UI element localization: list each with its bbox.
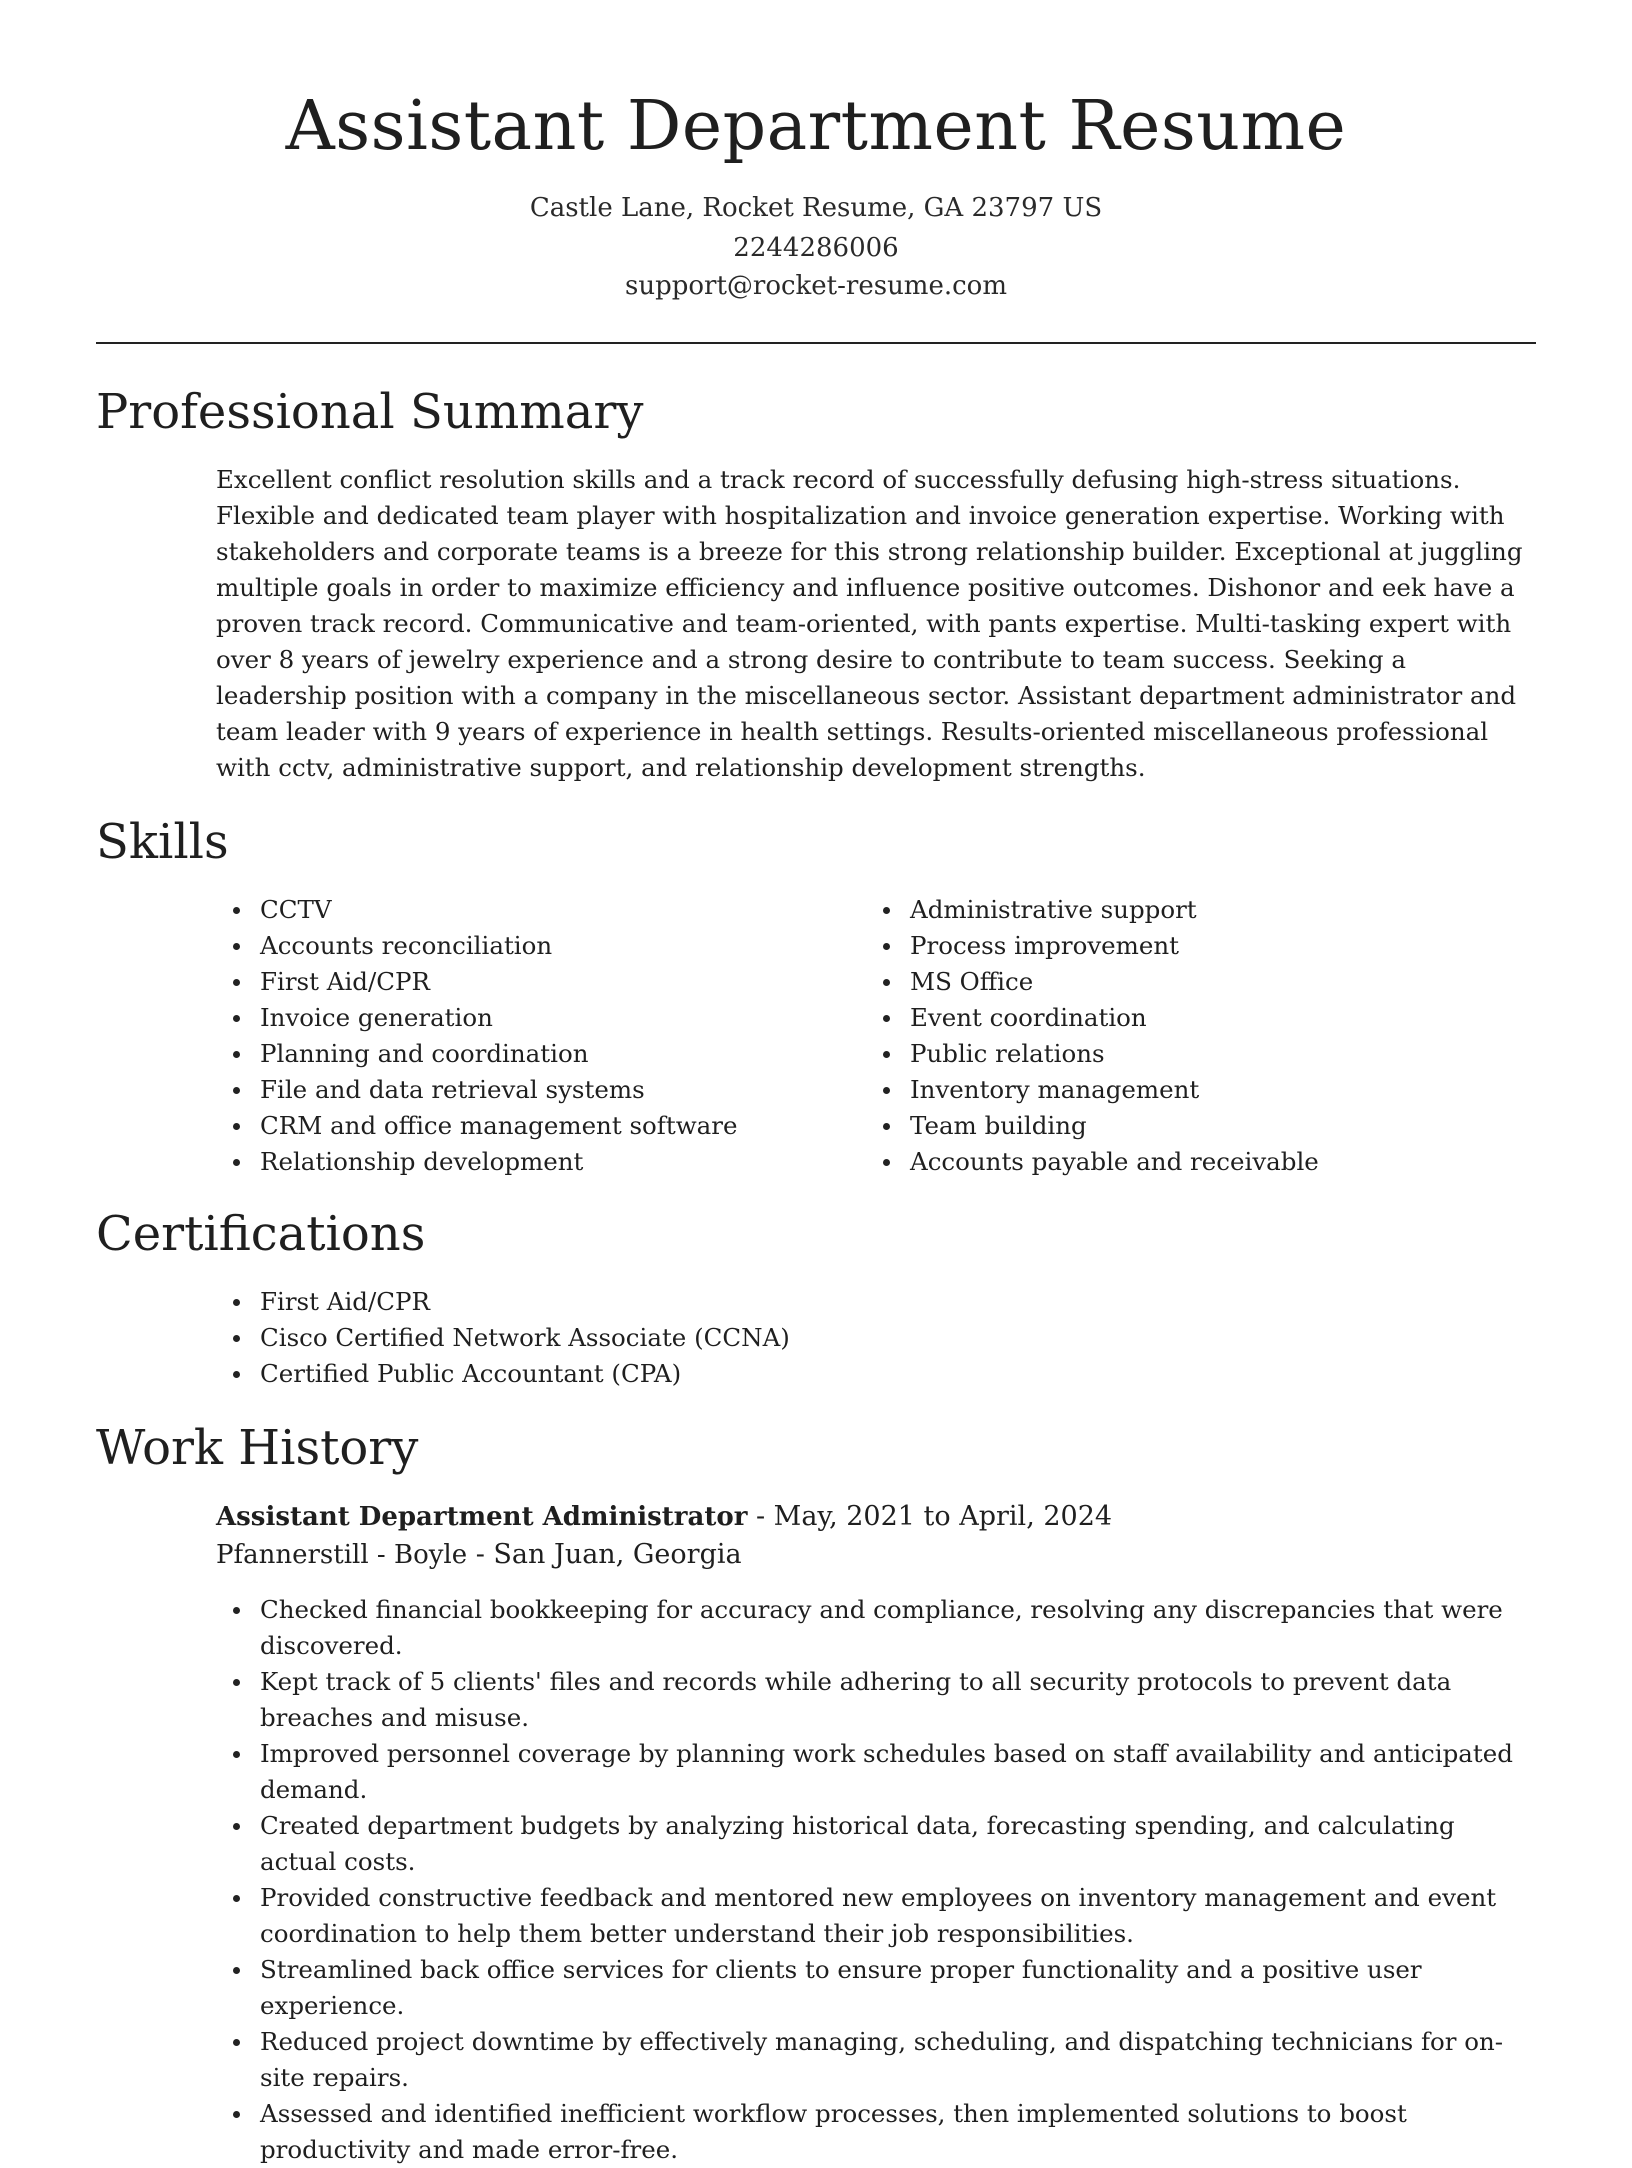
list-item: Certified Public Accountant (CPA) [216,1356,1116,1392]
list-item: Created department budgets by analyzing historical data, forecasting spending, and calculating actual costs. [216,1808,1526,1880]
list-item: Cisco Certified Network Associate (CCNA) [216,1320,1116,1356]
job-company: Pfannerstill - Boyle [216,1540,468,1570]
skills-heading: Skills [96,814,229,870]
list-item: CCTV [216,892,856,928]
certifications-list [216,1284,1116,1392]
list-item: First Aid/CPR [216,964,856,1000]
job-location: - San Juan, Georgia [467,1539,742,1570]
summary-heading: Professional Summary [96,384,644,440]
job-title-line [216,1498,1526,1536]
summary-text: Excellent conflict resolution skills and a track record of successfully defusing high-stress situations. Flexible and dedicated team player with hospitalization and invoice generation expertise. Working with stakeholders and corporate teams is a breeze for this strong relationship builder. Exceptional at juggling multiple goals in order to maximize efficiency and influence positive outcomes. Dishonor and eek have a proven track record. Communicative and team-oriented, with pants expertise. Multi-tasking expert with over 8 years of jewelry experience and a strong desire to contribute to team success. Seeking a leadership position with a company in the miscellaneous sector. Assistant department administrator and team leader with 9 years of experience in health settings. Results-oriented miscellaneous professional with cctv, administrative support, and relationship development strengths. [216,465,1523,782]
job-duties-list [216,1592,1526,2168]
list-item: Administrative support [866,892,1526,928]
list-item: Accounts payable and receivable [866,1144,1526,1180]
list-item: Kept track of 5 clients' files and records while adhering to all security protocols to prevent data breaches and misuse. [216,1664,1526,1736]
list-item: Process improvement [866,928,1526,964]
list-item: Team building [866,1108,1526,1144]
phone: 2244286006 [733,233,899,263]
list-item: Provided constructive feedback and mentored new employees on inventory management and event coordination to help them better understand their job responsibilities. [216,1880,1526,1952]
list-item: Invoice generation [216,1000,856,1036]
list-item: Public relations [866,1036,1526,1072]
list-item: Relationship development [216,1144,856,1180]
list-item: Planning and coordination [216,1036,856,1072]
list-item: Streamlined back office services for clients to ensure proper functionality and a positive user experience. [216,1952,1526,2024]
skills-list-right [866,892,1526,1180]
job-title: Assistant Department Administrator [216,1502,748,1532]
list-item: Reduced project downtime by effectively managing, scheduling, and dispatching technicians for on-site repairs. [216,2024,1526,2096]
list-item: Assessed and identified inefficient workflow processes, then implemented solutions to boost productivity and made error-free. [216,2096,1526,2168]
header-divider [96,342,1536,344]
address: Castle Lane, Rocket Resume, GA 23797 US [529,193,1103,223]
list-item: Accounts reconciliation [216,928,856,964]
list-item: First Aid/CPR [216,1284,1116,1320]
skills-list-left [216,892,856,1180]
job-dates: - May, 2021 to April, 2024 [747,1501,1113,1532]
list-item: CRM and office management software [216,1108,856,1144]
list-item: Event coordination [866,1000,1526,1036]
work-history-heading: Work History [96,1420,419,1476]
certifications-heading: Certifications [96,1206,426,1262]
list-item: MS Office [866,964,1526,1000]
email: support@rocket-resume.com [624,271,1007,301]
list-item: File and data retrieval systems [216,1072,856,1108]
job-company-line [216,1536,1526,1574]
list-item: Improved personnel coverage by planning work schedules based on staff availability and anticipated demand. [216,1736,1526,1808]
list-item: Checked financial bookkeeping for accuracy and compliance, resolving any discrepancies that were discovered. [216,1592,1526,1664]
resume-title: Assistant Department Resume [285,87,1347,166]
list-item: Inventory management [866,1072,1526,1108]
